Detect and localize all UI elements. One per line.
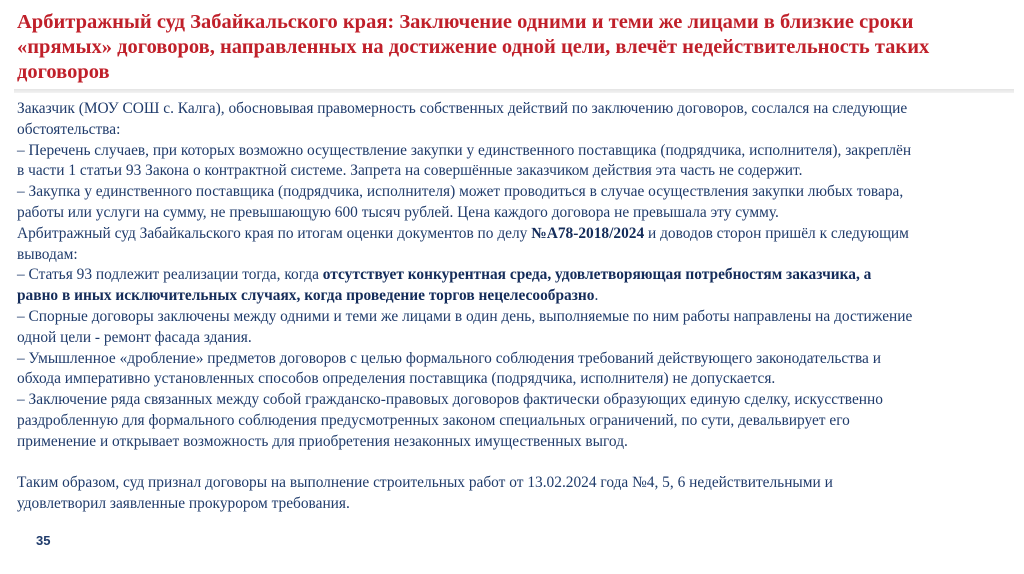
page-number: 35 (36, 533, 51, 548)
body-line: Заказчик (МОУ СОШ с. Калга), обосновывая правомерность собственных действий по заключению договоров, сослался на следующие (17, 100, 908, 117)
slide-title: Арбитражный суд Забайкальского края: Заключение одними и теми же лицами в близкие сроки «прямых» договоров, направленных на достижение одной цели, влечёт недействительность таких договоров (17, 11, 930, 83)
body-text-segment: – Статья 93 подлежит реализации тогда, когда (17, 266, 323, 284)
body-line: – Умышленное «дробление» предметов договоров с целью формального соблюдения требований действующего законодательства и (17, 349, 881, 367)
body-line: удовлетворил заявленные прокурором требования. (17, 495, 350, 513)
body-line: одной цели - ремонт фасада здания. (17, 328, 252, 346)
case-number: №А78-2018/2024 (531, 224, 645, 242)
body-line: – Заключение ряда связанных между собой гражданско-правовых договоров фактически образующих единую сделку, искусственно (17, 391, 883, 409)
slide-body (17, 99, 1017, 515)
body-line (17, 224, 1017, 245)
body-line: – Спорные договоры заключены между одними и теми же лицами в один день, выполняемые по ним работы направлены на достижение (17, 307, 913, 325)
body-line: раздробленную для формального соблюдения предусмотренных законом специальных ограничений, по сути, девальвирует его (17, 411, 850, 429)
body-line: – Закупка у единственного поставщика (подрядчика, исполнителя) может проводиться в случае осуществления закупки любых товара, (17, 183, 904, 201)
body-line: обхода императивно установленных способов определения поставщика (подрядчика, исполнителя) не допускается. (17, 370, 776, 388)
body-line: Таким образом, суд признал договоры на выполнение строительных работ от 13.02.2024 года №4, 5, 6 недействительными и (17, 474, 833, 492)
body-text-segment: Арбитражный суд Забайкальского края по итогам оценки документов по делу (17, 224, 532, 242)
body-line: в части 1 статьи 93 Закона о контрактной системе. Запрета на совершённые заказчиком действия эта часть не содержит. (17, 162, 803, 180)
body-line: применение и открывает возможность для приобретения незаконных имущественных выгод. (17, 432, 628, 450)
title-divider (14, 89, 1014, 93)
body-text-segment: и доводов сторон пришёл к следующим (644, 224, 909, 242)
body-line (17, 286, 1017, 307)
body-line: выводам: (17, 245, 78, 263)
paragraph-gap (17, 453, 1017, 474)
body-line: работы или услуги на сумму, не превышающую 600 тысяч рублей. Цена каждого договора не превышала эту сумму. (17, 203, 779, 221)
body-line (17, 265, 1017, 286)
emphasis-text: равно в иных исключительных случаях, когда проведение торгов нецелесообразно (17, 287, 595, 305)
body-line: обстоятельства: (17, 120, 121, 138)
emphasis-text: отсутствует конкурентная среда, удовлетворяющая потребностям заказчика, а (322, 266, 872, 284)
body-line: – Перечень случаев, при которых возможно осуществление закупки у единственного поставщика (подрядчика, исполнителя), закреплён (17, 141, 912, 159)
body-text-segment: . (594, 287, 599, 305)
